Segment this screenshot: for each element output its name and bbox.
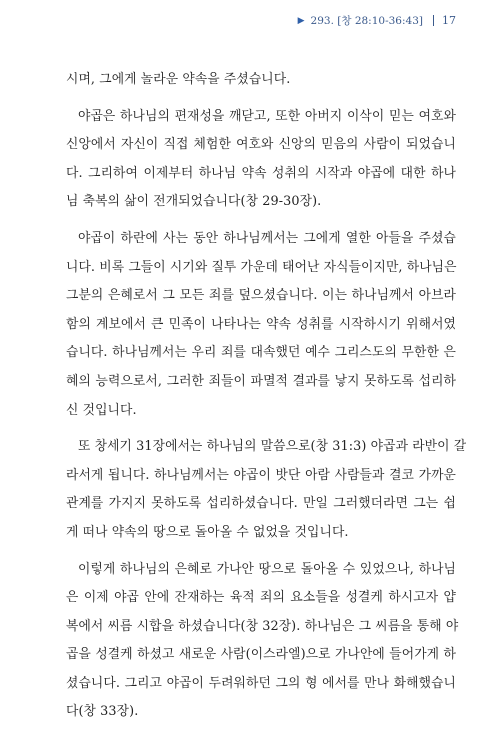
paragraph [66, 103, 456, 217]
text-line: 다. 그리하여 이제부터 하나님 약속 성취의 시작과 야곱에 대한 하나 [66, 165, 456, 181]
text-line: 게 떠나 약속의 땅으로 돌아올 수 없었을 것입니다. [66, 524, 349, 540]
text-line: 님 축복의 삶이 전개되었습니다(창 29-30장). [66, 194, 322, 210]
text-line: 함의 계보에서 큰 민족이 나타나는 약속 성취를 시작하시기 위해서였 [66, 316, 456, 332]
paragraph [66, 433, 467, 547]
text-line: 니다. 비록 그들이 시기와 질투 가운데 태어난 자식들이지만, 하나님은 [66, 259, 457, 275]
text-line: 시며, 그에게 놀라운 약속을 주셨습니다. [66, 72, 291, 87]
triangle-right-icon: ▶ [297, 15, 305, 26]
text-line: 혜의 능력으로서, 그러한 죄들이 파멸적 결과를 낳지 못하도록 섭리하 [66, 373, 456, 389]
text-line: 곱을 성결케 하셨고 새로운 사람(이스라엘)으로 가나안에 들어가게 하 [66, 647, 456, 663]
section-reference: 293. [창 28:10-36:43] [310, 15, 423, 27]
paragraph [66, 66, 456, 95]
text-line: 신 것입니다. [66, 402, 137, 418]
text-line: 이렇게 하나님의 은혜로 가나안 땅으로 돌아올 수 있었으나, 하나님 [78, 561, 456, 577]
text-line: 관계를 가지지 못하도록 섭리하셨습니다. 만일 그러했더라면 그는 쉽 [66, 496, 456, 512]
text-line: 그분의 은혜로서 그 모든 죄를 덮으셨습니다. 이는 하나님께서 아브라 [66, 288, 456, 304]
running-header [298, 13, 456, 28]
text-line: 야곱은 하나님의 편재성을 깨닫고, 또한 아버지 이삭이 믿는 여호와 [78, 108, 456, 124]
text-line: 신앙에서 자신이 직접 체험한 여호와 신앙의 믿음의 사람이 되었습니 [66, 137, 456, 153]
page-number: 17 [442, 14, 456, 27]
header-divider [433, 15, 434, 26]
text-line: 라서게 됩니다. 하나님께서는 야곱이 밧단 아람 사람들과 결코 가까운 [66, 467, 456, 483]
text-line: 또 창세기 31장에서는 하나님의 말씀으로(창 31:3) 야곱과 라반이 갈 [78, 439, 467, 455]
body-text [66, 66, 467, 735]
text-line: 습니다. 하나님께서는 우리 죄를 대속했던 예수 그리스도의 무한한 은 [66, 345, 456, 361]
text-line: 야곱이 하란에 사는 동안 하나님께서는 그에게 열한 아들을 주셨습 [78, 230, 456, 246]
text-line: 셨습니다. 그리고 야곱이 두려워하던 그의 형 에서를 만나 화해했습니 [66, 675, 456, 691]
paragraph [66, 225, 456, 425]
text-line: 은 이제 야곱 안에 잔재하는 육적 죄의 요소들을 성결케 하시고자 얍 [66, 590, 456, 606]
text-line: 복에서 씨름 시합을 하셨습니다(창 32장). 하나님은 그 씨름을 통해 야 [66, 618, 459, 634]
text-line: 다(창 33장). [66, 704, 139, 720]
paragraph [66, 556, 459, 728]
